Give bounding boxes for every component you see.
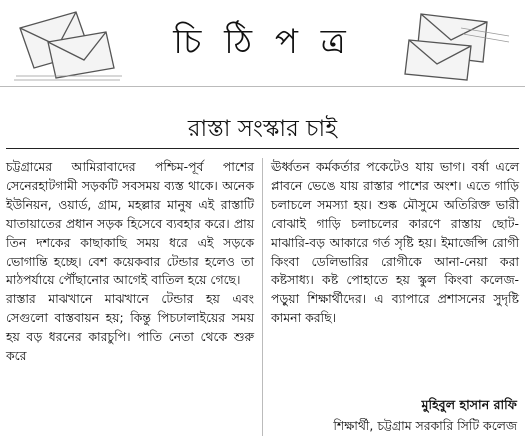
signature-affiliation: শিক্ষার্থী, চট্টগ্রাম সরকারি সিটি কলেজ [333, 418, 517, 433]
column-divider [262, 158, 263, 436]
letter-paragraph: চট্টগ্রামের আমিরাবাদের পশ্চিম-পূর্ব পাশের সেনেরহাটগামী সড়কটি সবসময় ব্যস্ত থাকে। অনেক ইউনিয়ন, ওয়ার্ড, গ্রাম, মহল্লার মানুষ এই রাস্তাটি যাতায়াতের প্রধান সড়ক হিসেবে ব্যবহার করে। প্রায় তিন দশকের কাছাকাছি সময় ধরে এই সড়কে ভোগান্তি হচ্ছে। বেশ কয়েকবার টেন্ডার হলেও তা মাঠপর্যায়ে পৌঁছানোর আগেই বাতিল হয়ে গেছে। [6, 159, 254, 288]
letter-body-right [271, 158, 519, 328]
envelope-icon [14, 6, 124, 82]
letter-paragraph: ঊর্ধ্বতন কর্মকর্তার পকেটেও যায় ভাগ। বর্ষা এলে প্লাবনে ভেঙে যায় রাস্তার পাশের অংশ। এতে গাড়ি চলাচলে সমস্যা হয়। শুষ্ক মৌসুমে অতিরিক্ত ভারী বোঝাই গাড়ি চলাচলের কারণে রাস্তায় ছোট-মাঝারি-বড় আকারে গর্ত সৃষ্টি হয়। ইমার্জেন্সি রোগী কিংবা ডেলিভারির রোগীকে আনা-নেয়া করা কষ্টসাধ্য। কষ্ট পোহাতে হয় স্কুল কিংবা কলেজ-পড়ুয়া শিক্ষার্থীদের। এ ব্যাপারে প্রশাসনের সুদৃষ্টি কামনা করছি। [271, 159, 519, 326]
headline-rule [6, 148, 519, 149]
letter-headline: রাস্তা সংস্কার চাই [187, 116, 338, 142]
letter-paragraph: রাস্তার মাঝখানে মাঝখানে টেন্ডার হয় এবং সেগুলো বাস্তবায়ন হয়; কিন্তু পিচঢালাইয়ের সময় হয় বড় ধরনের কারচুপি। পাতি নেতা থেকে শুরু করে [6, 291, 254, 364]
section-masthead [0, 0, 525, 87]
section-title: চি ঠি প ত্র [173, 22, 352, 62]
letter-body-left [6, 158, 254, 366]
signature-name: মুহিবুল হাসান রাফি [421, 397, 517, 412]
envelope-icon [401, 6, 511, 82]
